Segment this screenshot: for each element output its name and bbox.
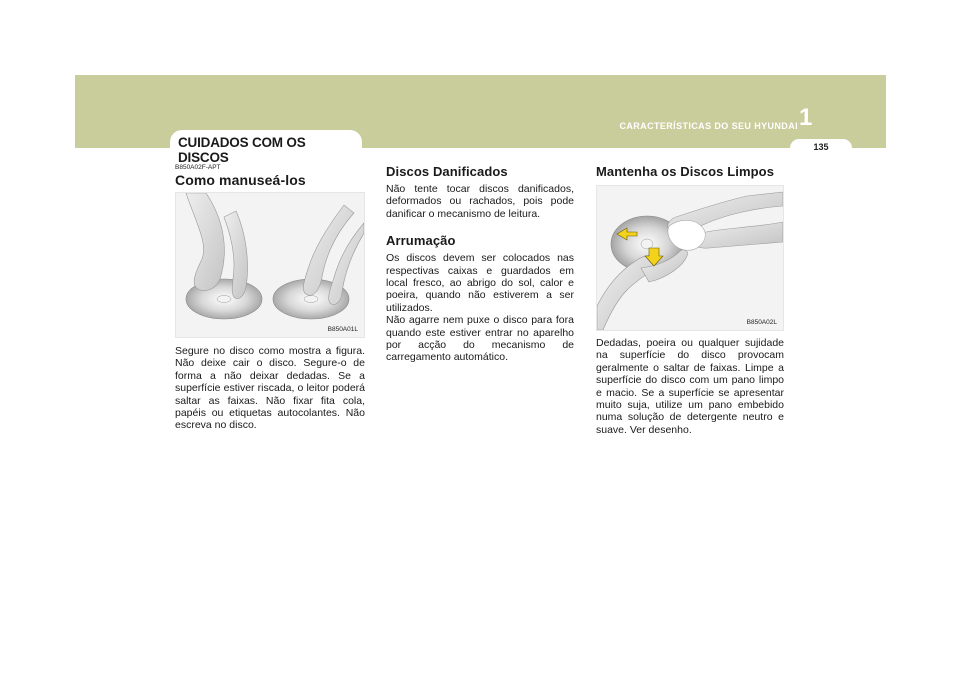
- chapter-number: 1: [799, 104, 813, 131]
- figure-handling-disc: [175, 192, 365, 338]
- heading-clean-discs: Mantenha os Discos Limpos: [596, 164, 775, 179]
- hands-wiping-disc-illustration: [597, 186, 783, 330]
- body-damaged-discs: Não tente tocar discos danificados, deformados ou rachados, pois pode danificar o mecanismo de leitura.: [386, 183, 574, 220]
- page-number: 135: [813, 142, 829, 152]
- heading-handling: Como manuseá-los: [175, 172, 306, 188]
- body-handling: Segure no disco como mostra a figura. Não deixe cair o disco. Segure-o de forma a não deixar dedadas. Se a superfície estiver riscada, o leitor poderá saltar as faixas. Não fixar fita cola, papéis ou etiquetas autocolantes. Não escreva no disco.: [175, 345, 365, 432]
- column-handling: [175, 164, 365, 432]
- figure-code: B850A02L: [746, 319, 777, 326]
- section-title: CUIDADOS COM OS DISCOS: [178, 135, 306, 165]
- hands-holding-disc-illustration: [176, 193, 364, 337]
- figure-code: B850A01L: [327, 326, 358, 333]
- chapter-label: CARACTERÍSTICAS DO SEU HYUNDAI: [619, 121, 798, 131]
- figure-cleaning-disc: [596, 185, 784, 331]
- column-clean-discs: [596, 164, 784, 436]
- heading-damaged-discs: Discos Danificados: [386, 164, 508, 179]
- section-code: B850A02F-APT: [175, 164, 221, 171]
- body-clean-discs: Dedadas, poeira ou qualquer sujidade na superfície do disco provocam geralmente o saltar de faixas. Limpe a superfície do disco com um pano limpo e macio. Se a superfície se apresentar muito suja, utilize um pano embebido numa solução de detergente neutro e suave. Ver desenho.: [596, 337, 784, 436]
- column-damaged-storage: [386, 164, 574, 364]
- body-storage: Os discos devem ser colocados nas respectivas caixas e guardados em local fresco, ao abrigo do sol, calor e poeira, quando não estiverem a ser utilizados. Não agarre nem puxe o disco para fora quando este estiver entrar no aparelho por acção do mecanismo de carregamento automático.: [386, 252, 574, 364]
- heading-storage: Arrumação: [386, 233, 456, 249]
